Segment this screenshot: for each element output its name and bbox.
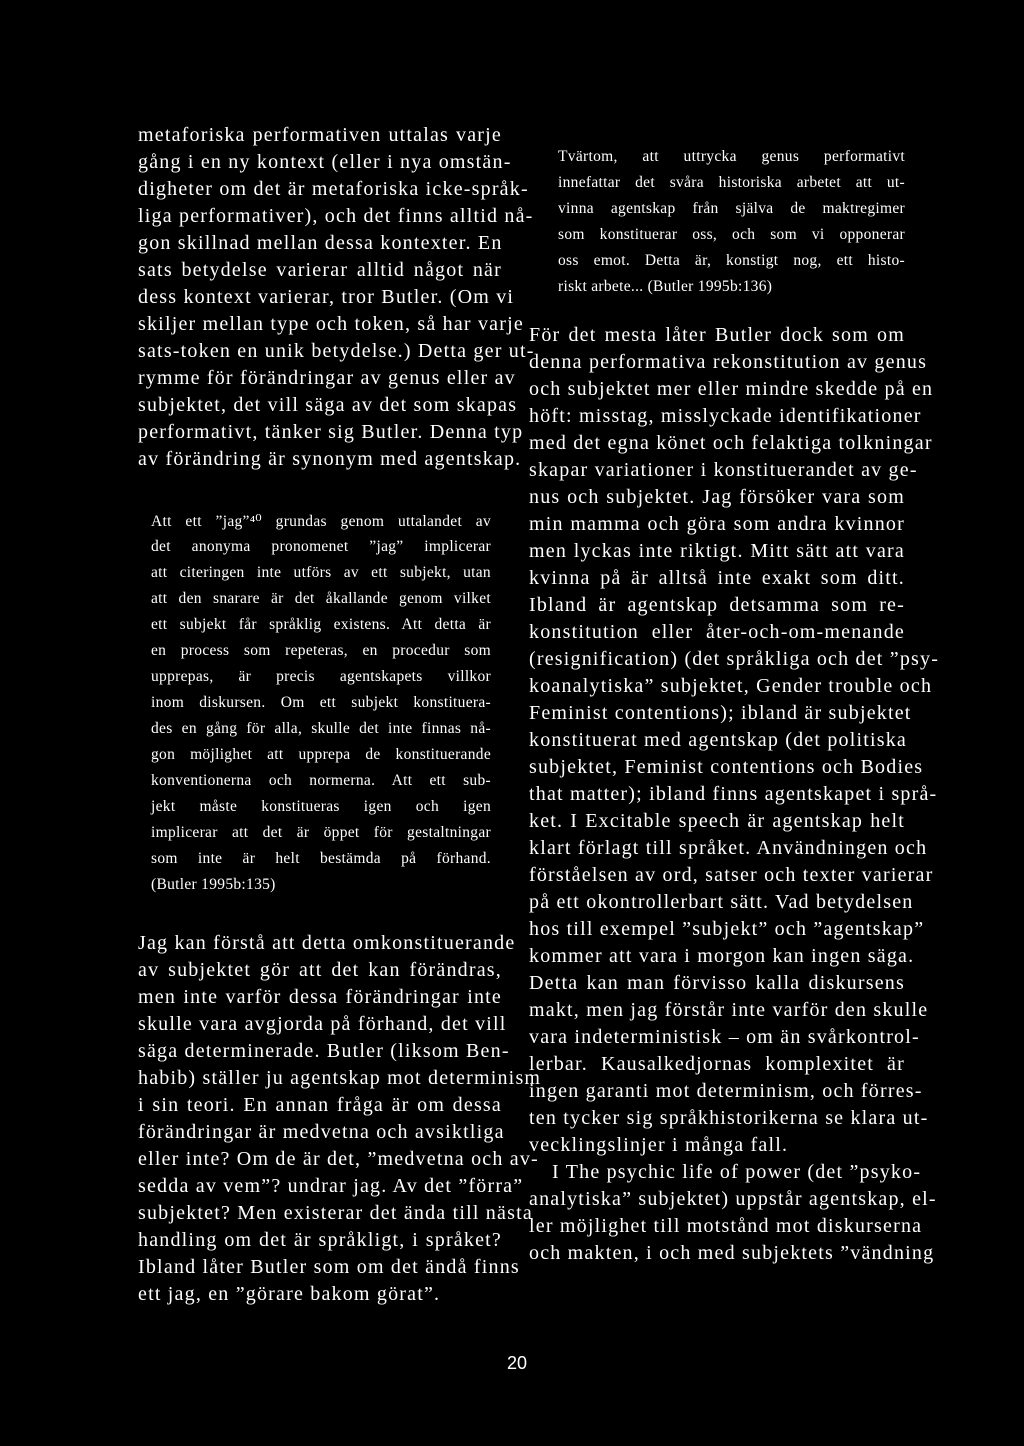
text-line: rymme för förändringar av genus eller av: [138, 367, 516, 389]
text-line: Ibland är agentskap detsamma som re-: [529, 594, 905, 616]
text-line: lerbar. Kausalkedjornas komplexitet är: [529, 1053, 905, 1075]
text-line: handling om det är språkligt, i språket?: [138, 1229, 502, 1251]
text-line: that matter); ibland finns agentskapet i språ-: [529, 783, 938, 805]
text-line: ett jag, en ”görare bakom görat”.: [138, 1283, 441, 1305]
quote-line: Tvärtom, att uttrycka genus performativt: [558, 148, 905, 165]
text-line: i sin teori. En annan fråga är om dessa: [138, 1094, 502, 1116]
quote-line: inom diskursen. Om ett subjekt konstituera-: [151, 694, 491, 711]
text-line: ket. I Excitable speech är agentskap helt: [529, 810, 905, 832]
text-line: konstitution eller åter-och-om-menande: [529, 621, 905, 643]
text-line: sedda av vem”? undrar jag. Av det ”förra”: [138, 1175, 524, 1197]
text-line: subjektet? Men existerar det ända till nästa: [138, 1202, 533, 1224]
text-line: I The psychic life of power (det ”psyko-: [552, 1161, 922, 1183]
quote-line: des en gång för alla, skulle det inte finnas nå-: [151, 720, 491, 737]
quote-line: innefattar det svåra historiska arbetet att ut-: [558, 174, 905, 191]
text-line: Ibland låter Butler som om det ändå finns: [138, 1256, 520, 1278]
quote-line: att citeringen inte utförs av ett subjekt, utan: [151, 564, 491, 581]
quote-line: Att ett ”jag”⁴⁰ grundas genom uttalandet av: [151, 513, 491, 530]
text-line: kommer att vara i morgon kan ingen säga.: [529, 945, 915, 967]
text-line: vara indeterministisk – om än svårkontrol-: [529, 1026, 920, 1048]
quote-line: gon möjlighet att upprepa de konstituerande: [151, 746, 491, 763]
quote-citation: riskt arbete... (Butler 1995b:136): [558, 278, 773, 295]
quote-line: upprepas, är precis agentskapets villkor: [151, 668, 491, 685]
text-line: och subjektet mer eller mindre skedde på en: [529, 378, 934, 400]
text-line: vecklingslinjer i många fall.: [529, 1134, 789, 1156]
text-line: skapar variationer i konstituerandet av ge-: [529, 459, 918, 481]
text-line: gon skillnad mellan dessa kontexter. En: [138, 232, 503, 254]
quote-line: det anonyma pronomenet ”jag” implicerar: [151, 538, 491, 555]
text-line: digheter om det är metaforiska icke-språk-: [138, 178, 529, 200]
text-line: förståelsen av ord, satser och texter varierar: [529, 864, 934, 886]
quote-line: en process som repeteras, en procedur som: [151, 642, 491, 659]
text-line: Feminist contentions); ibland är subjektet: [529, 702, 912, 724]
quote-citation: (Butler 1995b:135): [151, 876, 276, 893]
quote-line: som konstituerar oss, och som vi opponerar: [558, 226, 905, 243]
text-line: subjektet, Feminist contentions och Bodies: [529, 756, 924, 778]
text-line: klart förlagt till språket. Användningen och: [529, 837, 928, 859]
text-line: hos till exempel ”subjekt” och ”agentskap”: [529, 918, 925, 940]
quote-line: att den snarare är det åkallande genom vilket: [151, 590, 491, 607]
quote-line: konventionerna och normerna. Att ett sub-: [151, 772, 491, 789]
text-line: ler möjlighet till motstånd mot diskurserna: [529, 1215, 923, 1237]
text-line: men lyckas inte riktigt. Mitt sätt att vara: [529, 540, 905, 562]
text-line: sats-token en unik betydelse.) Detta ger ut-: [138, 340, 535, 362]
text-line: analytiska” subjektet) uppstår agentskap, el-: [529, 1188, 937, 1210]
text-line: nus och subjektet. Jag försöker vara som: [529, 486, 905, 508]
text-line: och makten, i och med subjektets ”vändning: [529, 1242, 935, 1264]
text-line: med det egna könet och felaktiga tolkningar: [529, 432, 933, 454]
text-line: höft: misstag, misslyckade identifikationer: [529, 405, 922, 427]
page-number: 20: [506, 1353, 528, 1373]
text-line: makt, men jag förstår inte varför den skulle: [529, 999, 929, 1021]
text-line: metaforiska performativen uttalas varje: [138, 124, 502, 146]
text-line: ingen garanti mot determinism, och förres-: [529, 1080, 923, 1102]
quote-line: jekt måste konstitueras igen och igen: [151, 798, 491, 815]
text-line: kvinna på är alltså inte exakt som ditt.: [529, 567, 905, 589]
text-line: (resignification) (det språkliga och det ”psy-: [529, 648, 940, 670]
text-line: skiljer mellan type och token, så har varje: [138, 313, 524, 335]
text-line: säga determinerade. Butler (liksom Ben-: [138, 1040, 510, 1062]
text-line: förändringar är medvetna och avsiktliga: [138, 1121, 505, 1143]
text-line: skulle vara avgjorda på förhand, det vill: [138, 1013, 507, 1035]
text-line: ten tycker sig språkhistorikerna se klara ut-: [529, 1107, 929, 1129]
quote-line: implicerar att det är öppet för gestaltningar: [151, 824, 491, 841]
text-line: Jag kan förstå att detta omkonstituerande: [138, 932, 516, 954]
text-line: subjektet, det vill säga av det som skapas: [138, 394, 518, 416]
quote-line: oss emot. Detta är, konstigt nog, ett histo-: [558, 252, 905, 269]
text-line: men inte varför dessa förändringar inte: [138, 986, 502, 1008]
quote-line: som inte är helt bestämda på förhand.: [151, 850, 491, 867]
text-line: performativt, tänker sig Butler. Denna typ: [138, 421, 524, 443]
quote-line: vinna agentskap från själva de maktregimer: [558, 200, 905, 217]
text-line: min mamma och göra som andra kvinnor: [529, 513, 905, 535]
text-line: liga performativer), och det finns alltid nå-: [138, 205, 534, 227]
text-line: eller inte? Om de är det, ”medvetna och av-: [138, 1148, 539, 1170]
text-line: denna performativa rekonstitution av genus: [529, 351, 928, 373]
text-line: Detta kan man förvisso kalla diskursens: [529, 972, 905, 994]
text-line: För det mesta låter Butler dock som om: [529, 324, 905, 346]
text-line: dess kontext varierar, tror Butler. (Om vi: [138, 286, 515, 308]
text-line: av subjektet gör att det kan förändras,: [138, 959, 502, 981]
text-line: på ett okontrollerbart sätt. Vad betydelsen: [529, 891, 914, 913]
text-line: sats betydelse varierar alltid något när: [138, 259, 502, 281]
text-line: konstituerat med agentskap (det politiska: [529, 729, 908, 751]
text-line: habib) ställer ju agentskap mot determinism: [138, 1067, 542, 1089]
text-line: av förändring är synonym med agentskap.: [138, 448, 522, 470]
text-line: koanalytiska” subjektet, Gender trouble och: [529, 675, 933, 697]
text-line: gång i en ny kontext (eller i nya omstän-: [138, 151, 512, 173]
quote-line: ett subjekt får språklig existens. Att detta är: [151, 616, 491, 633]
